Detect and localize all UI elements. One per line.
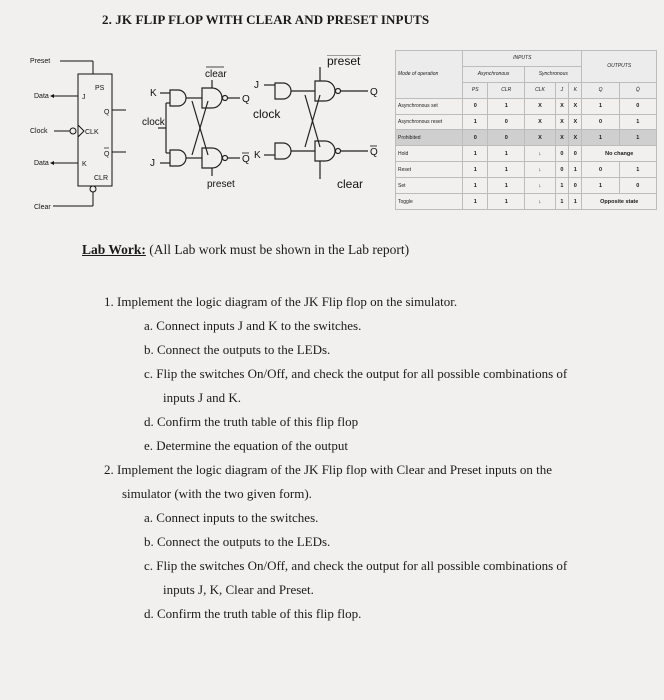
jk-gate-level-diagrams xyxy=(140,55,380,200)
table-row: Hold 1 1 ↓ 0 0 No change xyxy=(396,146,657,162)
labwork-heading: Lab Work: xyxy=(82,242,146,257)
qbar2-label: Q xyxy=(370,147,378,158)
item-2c-line1: c. Flip the switches On/Off, and check the output for all possible combinations of xyxy=(144,558,568,573)
j-pin-label: J xyxy=(82,94,86,101)
q2-label: Q xyxy=(370,87,378,98)
col-q: Q xyxy=(582,82,619,98)
inputs-header: INPUTS xyxy=(463,51,582,67)
qbar-pin-label: Q xyxy=(104,151,110,158)
item-1a: a. Connect inputs J and K to the switches. xyxy=(144,318,362,333)
preset-label: Preset xyxy=(30,58,51,65)
table-row: Asynchronous reset 1 0 X X X 0 1 xyxy=(396,114,657,130)
jk-flipflop-block-diagram xyxy=(28,52,133,212)
clock-right-label: clock xyxy=(253,107,281,121)
preset-top-label: preset xyxy=(327,55,361,68)
col-k: K xyxy=(569,82,582,98)
preset-bottom-label: preset xyxy=(207,179,235,190)
table-row: Prohibited 0 0 X X X 1 1 xyxy=(396,130,657,146)
data-label-1: Data xyxy=(34,93,49,100)
item-2-line2: simulator (with the two given form). xyxy=(122,486,312,501)
truth-table xyxy=(395,50,657,210)
outputs-header: OUTPUTS xyxy=(582,51,657,83)
clock-label: Clock xyxy=(30,128,48,135)
labwork-note: (All Lab work must be shown in the Lab report) xyxy=(145,242,410,257)
sync-header: Synchronous xyxy=(525,66,582,82)
col-clr: CLR xyxy=(488,82,525,98)
col-ps: PS xyxy=(463,82,488,98)
item-2-line1: 2. Implement the logic diagram of the JK Flip flop with Clear and Preset inputs on the xyxy=(104,462,553,477)
ps-pin-label: PS xyxy=(95,85,105,92)
k-right-label: K xyxy=(254,150,261,161)
section-heading: 2. JK FLIP FLOP WITH CLEAR AND PRESET INPUTS xyxy=(102,12,430,27)
async-header: Asynchronous xyxy=(463,66,525,82)
item-1e: e. Determine the equation of the output xyxy=(144,438,348,453)
table-row: Reset 1 1 ↓ 0 1 0 1 xyxy=(396,162,657,178)
clock-left-label: clock xyxy=(142,117,165,128)
q-pin-label: Q xyxy=(104,109,110,116)
item-1c-line2: inputs J and K. xyxy=(163,390,241,405)
labwork-heading-line xyxy=(82,242,409,258)
item-2c-line2: inputs J, K, Clear and Preset. xyxy=(163,582,314,597)
clear-label: Clear xyxy=(34,204,51,211)
table-row: Asynchronous set 0 1 X X X 1 0 xyxy=(396,98,657,114)
item-1c-line1: c. Flip the switches On/Off, and check the output for all possible combinations of xyxy=(144,366,568,381)
clr-pin-label: CLR xyxy=(94,175,109,182)
clear-bottom-label: clear xyxy=(337,177,364,191)
clk-pin-label: CLK xyxy=(85,129,99,136)
col-qbar: Q̄ xyxy=(619,82,656,98)
item-1: 1. Implement the logic diagram of the JK Flip flop on the simulator. xyxy=(104,294,458,309)
mode-header: Mode of operation xyxy=(396,51,463,99)
clear-top-label: clear xyxy=(205,69,227,80)
qbar1-label: Q xyxy=(242,154,250,165)
k-pin-label: K xyxy=(82,161,87,168)
item-2d: d. Confirm the truth table of this flip flop. xyxy=(144,606,362,621)
col-j: J xyxy=(555,82,568,98)
j-left-label: J xyxy=(150,158,155,169)
table-row: Set 1 1 ↓ 1 0 1 0 xyxy=(396,178,657,194)
j-right-label: J xyxy=(254,80,259,91)
data-label-2: Data xyxy=(34,160,49,167)
table-row: Toggle 1 1 ↓ 1 1 Opposite state xyxy=(396,194,657,210)
col-clk: CLK xyxy=(525,82,556,98)
item-1b: b. Connect the outputs to the LEDs. xyxy=(144,342,331,357)
item-2a: a. Connect inputs to the switches. xyxy=(144,510,319,525)
k-left-label: K xyxy=(150,88,157,99)
item-1d: d. Confirm the truth table of this flip flop xyxy=(144,414,359,429)
item-2b: b. Connect the outputs to the LEDs. xyxy=(144,534,331,549)
q1-label: Q xyxy=(242,94,250,105)
